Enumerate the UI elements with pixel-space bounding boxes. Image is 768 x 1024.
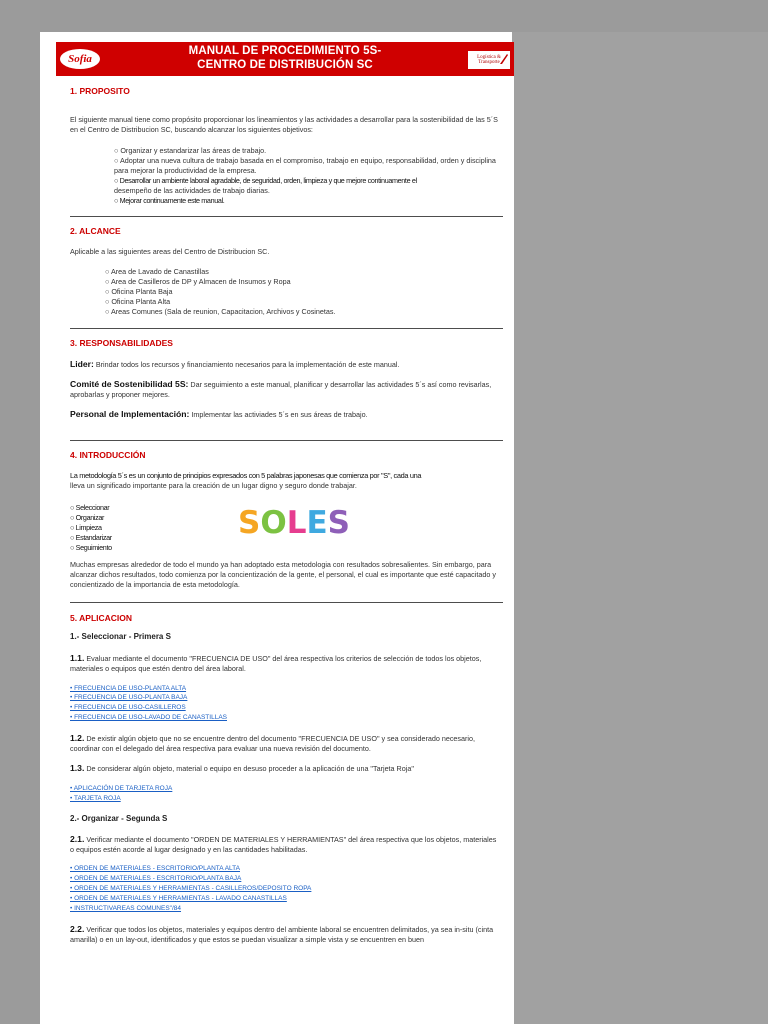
- logistica-logo: Logística & Transporte: [468, 51, 510, 69]
- link-frecuencia-lavado[interactable]: • FRECUENCIA DE USO-LAVADO DE CANASTILLAS: [70, 714, 227, 721]
- intro-line1: La metodología 5´s es un conjunto de principios expresados con 5 palabras japonesas que comienza por "S", cada una: [70, 471, 422, 480]
- s-word: ○ Organizar: [70, 513, 105, 522]
- right-gray-area: [512, 32, 768, 1024]
- area-item: ○ Areas Comunes (Sala de reunion, Capacitacion, Archivos y Cosinetas.: [105, 307, 336, 316]
- subsection-seleccionar: 1.- Seleccionar - Primera S: [70, 632, 171, 641]
- resp-lider: Lider: Brindar todos los recursos y financiamiento necesarios para la implementación de este manual.: [70, 359, 400, 369]
- objective-item-cont: desempeño de las actividades de trabajo diarias.: [114, 186, 270, 195]
- truck-mark-icon: [499, 53, 509, 65]
- divider: [70, 328, 503, 329]
- step-1-1: 1.1. Evaluar mediante el documento "FRECUENCIA DE USO" del área respectiva los criterios de selección de todos los objetos, materiales o equipos que estén dentro del área laboral.: [70, 653, 482, 673]
- intro-line2: lleva un significado importante para la creación de un lugar digno y seguro donde trabajar.: [70, 481, 357, 490]
- step-1-3: 1.3. De considerar algún objeto, material o equipo en desuso proceder a la aplicación de una "Tarjeta Roja": [70, 763, 414, 773]
- section-title-introduccion: 4. INTRODUCCIÓN: [70, 450, 146, 460]
- area-item: ○ Oficina Planta Alta: [105, 297, 171, 306]
- intro-paragraph: Muchas empresas alrededor de todo el mundo ya han adoptado esta metodologia con resultados sobresalientes. Sin embargo, para alcanzar dichos resultados, todo comienza por la concientización de la gente, el personal, el cual es importante que esté capacitado y concientizado de la importancia de esta metodología.: [70, 560, 496, 589]
- document-title: MANUAL DE PROCEDIMIENTO 5S- CENTRO DE DISTRIBUCIÓN SC: [188, 45, 382, 71]
- area-item: ○ Area de Lavado de Canastillas: [105, 267, 209, 276]
- section-title-proposito: 1. PROPOSITO: [70, 86, 130, 96]
- link-aplicacion-tarjeta-roja[interactable]: • APLICACIÓN DE TARJETA ROJA: [70, 785, 173, 792]
- area-item: ○ Area de Casilleros de DP y Almacen de Insumos y Ropa: [105, 277, 291, 286]
- link-orden-casilleros[interactable]: • ORDEN DE MATERIALES Y HERRAMIENTAS - CASILLEROS/DEPOSITO ROPA: [70, 885, 312, 892]
- link-orden-escritorio-alta[interactable]: • ORDEN DE MATERIALES - ESCRITORIO/PLANTA ALTA: [70, 865, 240, 872]
- soles-logo: [238, 505, 350, 541]
- link-frecuencia-planta-baja[interactable]: • FRECUENCIA DE USO-PLANTA BAJA: [70, 694, 188, 701]
- soles-letter: O: [260, 505, 287, 541]
- section-title-alcance: 2. ALCANCE: [70, 226, 121, 236]
- divider: [70, 216, 503, 217]
- proposito-intro: El siguiente manual tiene como propósito proporcionar los lineamientos y las actividades a desarrollar para la sostenibilidad de las 5´S en el Centro de Distribucion SC, buscando alcanzar los siguientes objetivos:: [70, 115, 498, 134]
- objective-item: ○ Organizar y estandarizar las áreas de trabajo.: [114, 146, 267, 155]
- subsection-organizar: 2.- Organizar - Segunda S: [70, 814, 168, 823]
- link-tarjeta-roja[interactable]: • TARJETA ROJA: [70, 795, 121, 802]
- objective-item: ○ Adoptar una nueva cultura de trabajo basada en el compromiso, trabajo en equipo, responsabilidad, orden y disciplina para mejorar la productividad de la empresa.: [114, 156, 496, 175]
- section-title-aplicacion: 5. APLICACION: [70, 613, 133, 623]
- objective-item: ○ Desarrollar un ambiente laboral agradable, de seguridad, orden, limpieza y que mejore continuamente el: [114, 176, 417, 185]
- s-word: ○ Estandarizar: [70, 533, 112, 542]
- document-page: [56, 42, 514, 1024]
- s-word: ○ Limpieza: [70, 523, 102, 532]
- s-word: ○ Seleccionar: [70, 503, 110, 512]
- step-1-2: 1.2. De existir algún objeto que no se encuentre dentro del documento "FRECUENCIA DE USO" y sea considerado necesario, coordinar con el delegado del área respectiva para evaluar una nueva revisión del documento.: [70, 733, 475, 753]
- soles-letter: S: [327, 505, 350, 541]
- link-frecuencia-casilleros[interactable]: • FRECUENCIA DE USO-CASILLEROS: [70, 704, 186, 711]
- section-title-responsabilidades: 3. RESPONSABILIDADES: [70, 338, 173, 348]
- soles-letter: L: [286, 505, 307, 541]
- soles-letter: S: [238, 505, 261, 541]
- resp-comite: Comité de Sostenibilidad 5S: Dar seguimiento a este manual, planificar y desarrollar las actividades 5´s así como revisarlas, aprobarlas y proponer mejores.: [70, 379, 492, 399]
- step-2-2: 2.2. Verificar que todos los objetos, materiales y equipos dentro del ambiente laboral se encuentren delimitados, ya sea in-situ (cinta amarilla) o en un lay-out, identificados y que estos se puedan visualizar a simple vista y se encuentren en buen: [70, 924, 494, 944]
- objective-item: ○ Mejorar continuamente este manual.: [114, 196, 225, 205]
- link-orden-escritorio-baja[interactable]: • ORDEN DE MATERIALES - ESCRITORIO/PLANTA BAJA: [70, 875, 242, 882]
- sofia-logo: Sofia: [60, 49, 100, 69]
- step-2-1: 2.1. Verificar mediante el documento "ORDEN DE MATERIALES Y HERRAMIENTAS" del área respectiva que los objetos, materiales o equipos estén acorde al lugar designado y en las cantidades habilitadas.: [70, 834, 497, 854]
- document-header: [56, 42, 514, 76]
- resp-personal: Personal de Implementación: Implementar las activiades 5´s en sus áreas de trabajo.: [70, 409, 368, 419]
- link-orden-lavado[interactable]: • ORDEN DE MATERIALES Y HERRAMIENTAS - LAVADO CANASTILLAS: [70, 895, 287, 902]
- soles-letter: E: [306, 505, 328, 541]
- s-word: ○ Seguimiento: [70, 543, 112, 552]
- divider: [70, 602, 503, 603]
- area-item: ○ Oficina Planta Baja: [105, 287, 173, 296]
- link-frecuencia-planta-alta[interactable]: • FRECUENCIA DE USO-PLANTA ALTA: [70, 685, 187, 692]
- link-instructivo-areas-comunes[interactable]: • INSTRUCTIVAREAS COMUNES"/84: [70, 905, 182, 912]
- divider: [70, 440, 503, 441]
- alcance-intro: Aplicable a las siguientes areas del Centro de Distribucion SC.: [70, 247, 270, 256]
